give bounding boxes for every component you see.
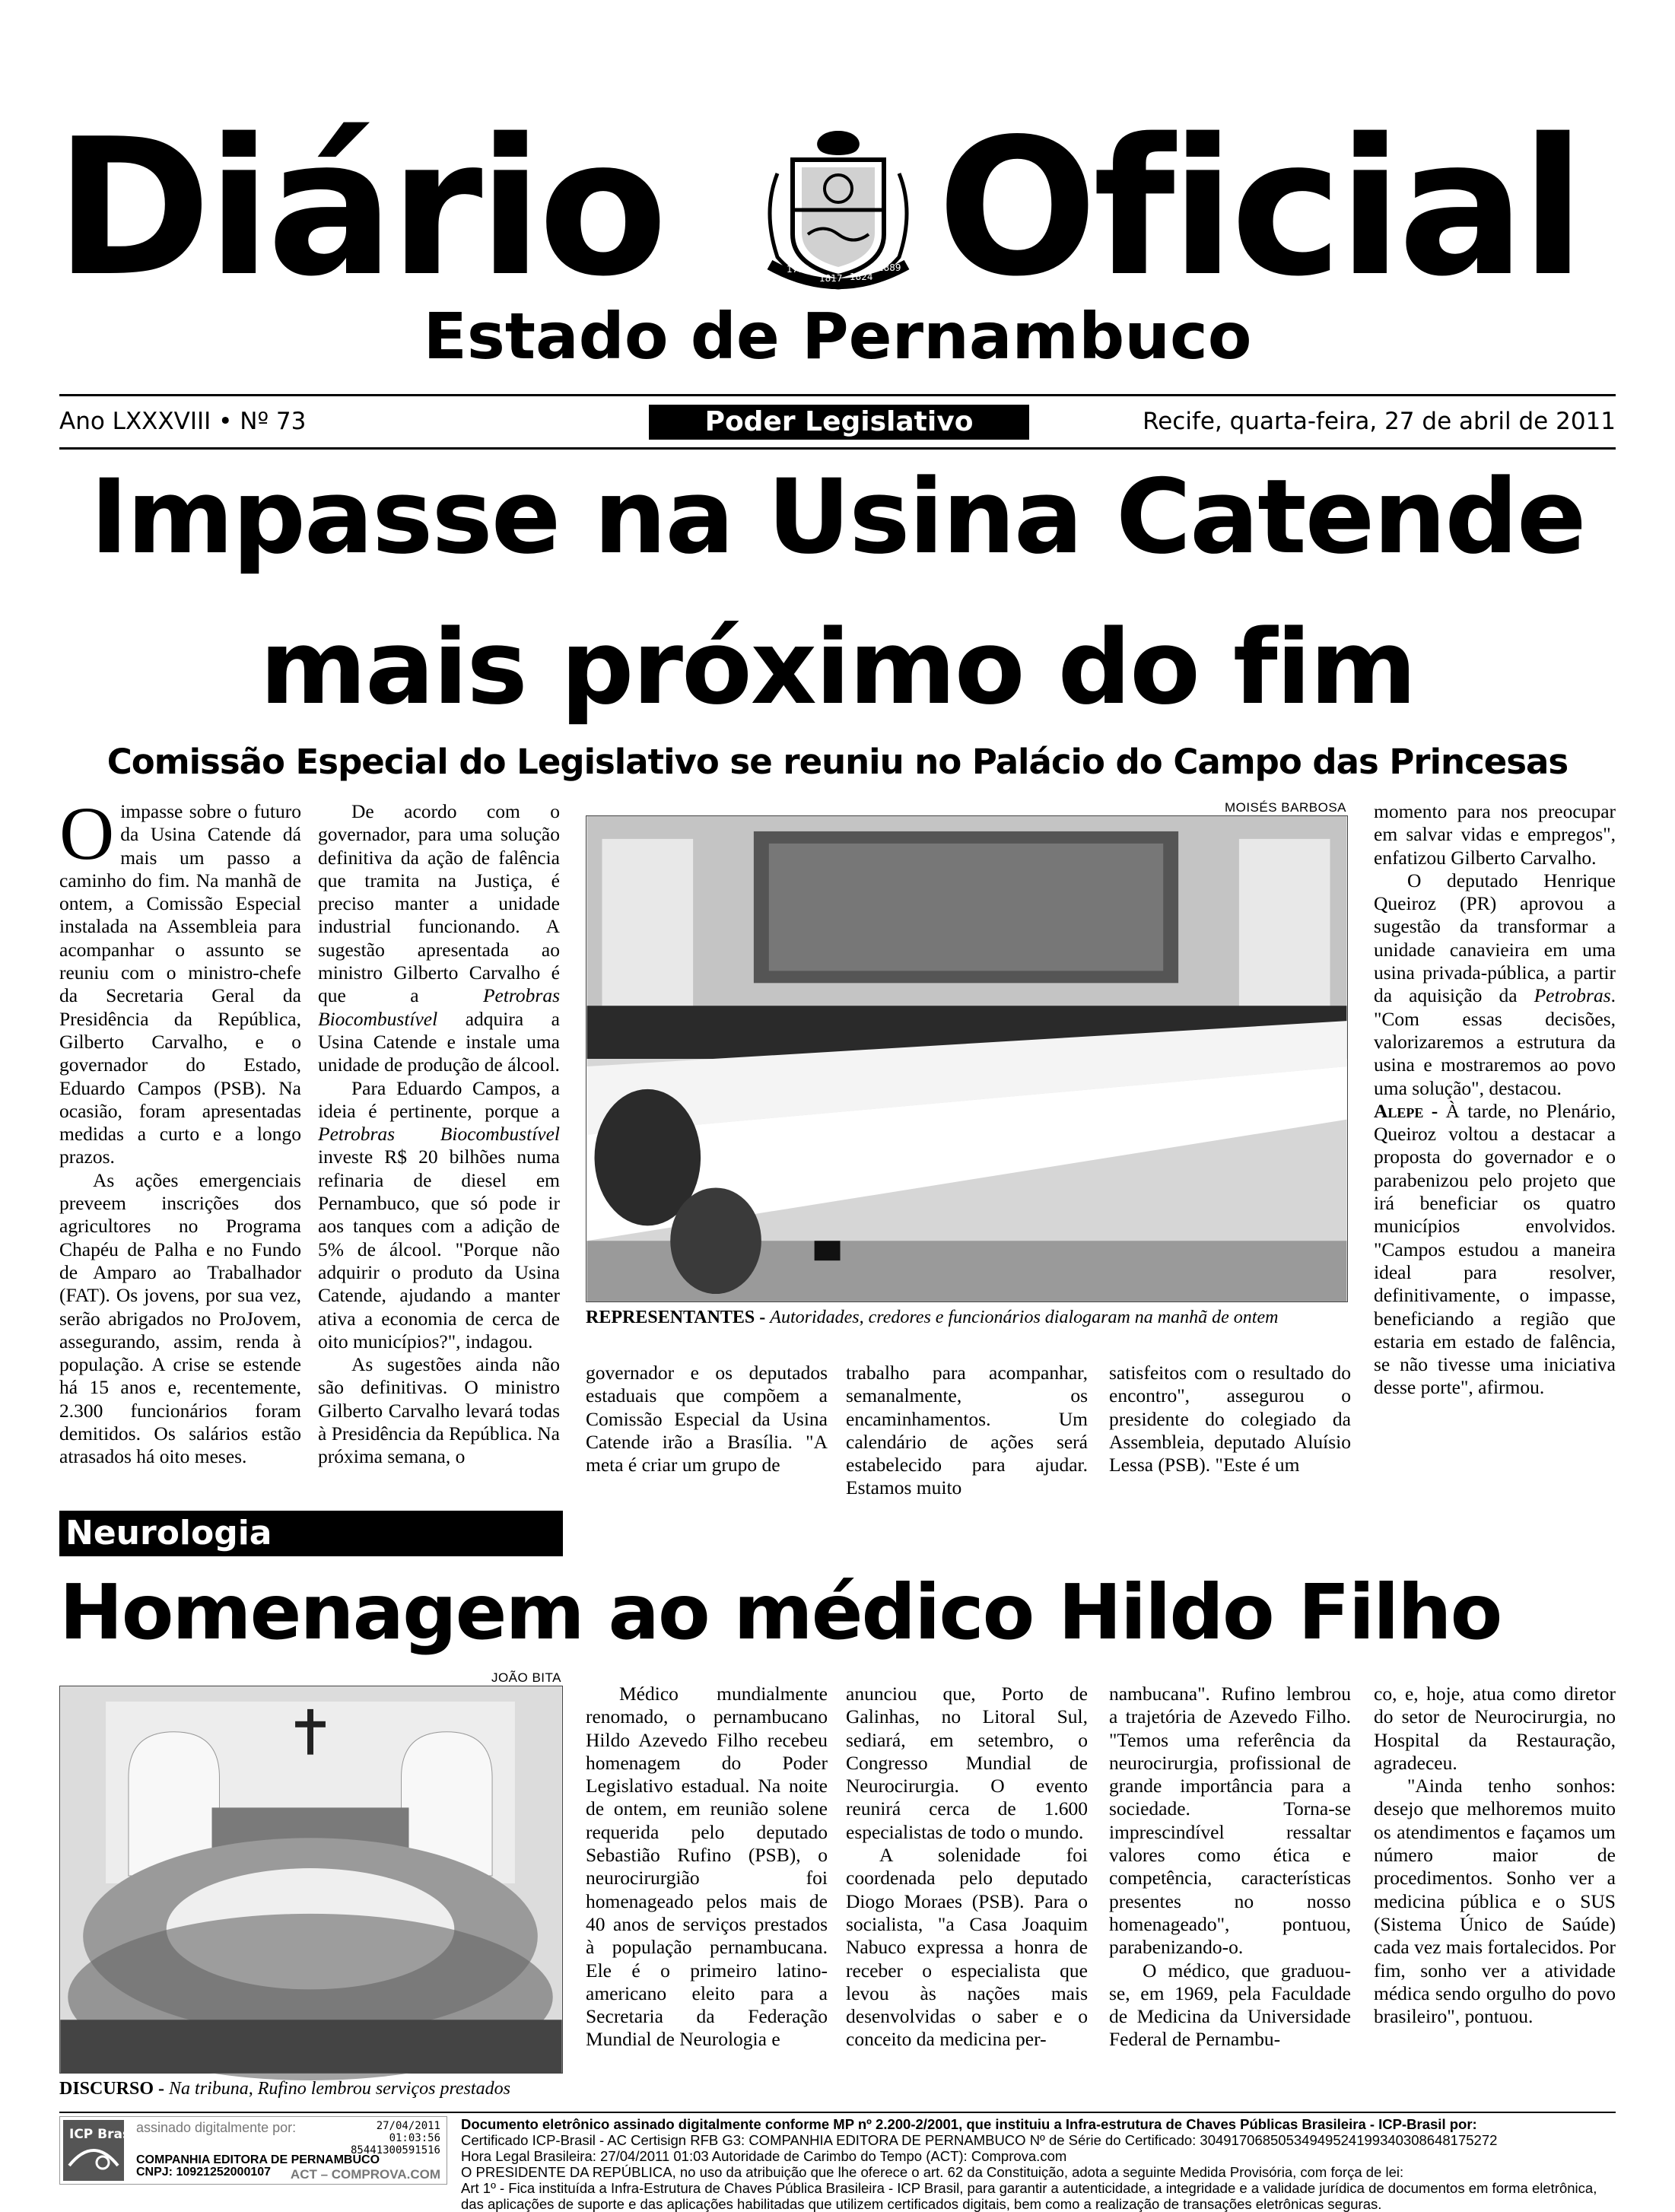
section-kicker: Neurologia bbox=[59, 1511, 563, 1556]
signed-time: 01:03:56 bbox=[389, 2132, 440, 2144]
story1-col2-emphasis: Petrobras Biocombustível bbox=[318, 1123, 560, 1146]
legal-line-5: Art 1º - Fica instituída a Infra-Estrutura de Chaves Pública Brasileira - ICP Brasil, para garantir a autenticidade, a integridade e a validade jurídica de documentos em forma eletrônica, bbox=[461, 2180, 1597, 2196]
story2-column-3 bbox=[1109, 1683, 1351, 2109]
story1-col2-emphasis: Petrobras Biocombustível bbox=[318, 984, 560, 1030]
photo-caption-2 bbox=[59, 2078, 577, 2099]
story1-col1-paragraph-2: As ações emergenciais preveem inscrições dos agricultores no Programa Chapéu de Palha e no Fundo de Amparo ao Trabalhador (FAT). Os jovens, por sua vez, serão abrigados no ProJovem, assegurando, assim, renda à população. A crise se estende há 15 anos e, recentemente, 2.300 funcionários foram demitidos. Os salários estão atrasados há oito meses. bbox=[59, 1168, 301, 1468]
headline-story-2: Homenagem ao médico Hildo Filho bbox=[59, 1568, 1502, 1657]
story1-col2-text: De acordo com o governador, para uma solução definitiva da ação de falência que tramita na Justiça, é preciso manter a unidade industrial funcionando. A sugestão apresentada ao ministro Gilberto Carvalho é que a bbox=[318, 800, 560, 1007]
legal-line-3: Hora Legal Brasileira: 27/04/2011 01:03 Autoridade de Carimbo do Tempo (ACT): Comprova.com bbox=[461, 2148, 1067, 2164]
story2-col2-paragraph-2: A solenidade foi coordenada pelo deputado Diogo Moraes (PSB). Para o socialista, "a Casa Joaquim Nabuco expressa a honra de receber o especialista que levou às nações mais desenvolvidas o saber e o conceito da medicina per- bbox=[846, 1844, 1088, 2051]
ceremony-photo bbox=[59, 1686, 563, 2074]
icp-brasil-logo bbox=[63, 2120, 139, 2181]
masthead-title-left: Diário bbox=[55, 99, 663, 318]
caption-text: Na tribuna, Rufino lembrou serviços prestados bbox=[169, 2079, 510, 2099]
seal-year-2: 1817 bbox=[819, 273, 843, 284]
story1-column-4: trabalho para acompanhar, semanalmente, os encaminhamentos. Um calendário de ações será estabelecido para ajudar. Estamos muito bbox=[846, 1362, 1088, 1499]
story1-column-3: governador e os deputados estaduais que compõem a Comissão Especial da Usina Catende irão a Brasília. "A meta é criar um grupo de bbox=[586, 1362, 828, 1476]
edition-number: Ano LXXXVIII • Nº 73 bbox=[59, 408, 307, 435]
dropcap: O bbox=[59, 791, 115, 876]
story1-col6-text: O deputado Henrique Queiroz (PR) aprovou a sugestão da transformar a unidade canavieira em uma usina privada-pública, a partir da aquisição da bbox=[1374, 869, 1616, 1007]
story1-col2-paragraph-3: As sugestões ainda não são definitivas. O ministro Gilberto Carvalho levará todas à Presidência da República. Na próxima semana, o bbox=[318, 1353, 560, 1468]
footer-rule bbox=[59, 2112, 1616, 2113]
story2-col2-paragraph-1: anunciou que, Porto de Galinhas, no Litoral Sul, sediará, em setembro, o Congresso Mundial de Neurocirurgia. O evento reunirá cerca de 1.600 especialistas de todo o mundo. bbox=[846, 1683, 1088, 1843]
legal-line-2: Certificado ICP-Brasil - AC Certisign RFB G3: COMPANHIA EDITORA DE PERNAMBUCO Nº de Série do Certificado: 3049170685053494952419934030864817527​2 bbox=[461, 2132, 1498, 2148]
story1-column-1 bbox=[59, 791, 301, 1477]
masthead-title-right: Oficial bbox=[937, 99, 1581, 318]
signed-date: 27/04/2011 bbox=[376, 2120, 440, 2132]
story1-col6-text: . "Com essas decisões, valorizaremos a estrutura da usina e mostraremos ao povo uma solução", destacou. bbox=[1374, 984, 1616, 1099]
caption-label: REPRESENTANTES - bbox=[586, 1308, 771, 1327]
logo-text: ICP Brasil bbox=[69, 2127, 139, 2142]
story2-column-4 bbox=[1374, 1683, 1616, 2109]
story1-column-5: satisfeitos com o resultado do encontro", assegurou o presidente do colegiado da Assembleia, deputado Aluísio Lessa (PSB). "Este é um bbox=[1109, 1362, 1351, 1476]
signed-label: assinado digitalmente por: bbox=[136, 2120, 297, 2135]
seal-year-3: 1824 bbox=[850, 272, 873, 282]
story2-col3-paragraph-1: nambucana". Rufino lembrou a trajetória de Azevedo Filho. "Temos uma referência da neurocirurgia, profissional de grande importância para a sociedade. Torna-se imprescindível ressaltar valores como ética e competência, características presentes no nosso homenageado", pontuou, parabenizando-o. bbox=[1109, 1683, 1351, 1959]
photo-credit-2: JOÃO BITA bbox=[491, 1670, 561, 1685]
story1-column-6 bbox=[1374, 800, 1616, 1477]
story1-col6-paragraph-3: À tarde, no Plenário, Queiroz voltou a destacar a proposta do governador e o parabenizou pelo projeto que irá beneficiar os quatro municípios envolvidos. "Campos estudou a maneira ideal para resolver, definitivamente, o impasse, beneficiando a região que estaria em estado de falência, se não tivesse uma iniciativa desse porte", afirmou. bbox=[1374, 1099, 1616, 1399]
story1-col6-paragraph-1: momento para nos preocupar em salvar vidas e empregos", enfatizou Gilberto Carvalho. bbox=[1374, 800, 1616, 869]
legal-line-1: Documento eletrônico assinado digitalmente conforme MP nº 2.200-2/2001, que instituiu a Infra-estrutura de Chaves Públicas Brasileira - ICP-Brasil por: bbox=[461, 2116, 1477, 2132]
masthead-rule-bottom bbox=[59, 447, 1616, 450]
meeting-photo bbox=[586, 815, 1348, 1302]
headline-line-2: mais próximo do fim bbox=[259, 608, 1416, 727]
story2-col1-paragraph: Médico mundialmente renomado, o pernambucano Hildo Azevedo Filho recebeu homenagem do Poder Legislativo estadual. Na noite de ontem, em reunião solene requerida pelo deputado Sebastião Rufino (PSB), o neurocirurgião foi homenageado pelos mais de 40 anos de serviços prestados à população pernambucana. Ele é o primeiro latino-americano eleito para a Secretaria da Federação Mundial de Neurologia e bbox=[586, 1683, 828, 2051]
footer bbox=[59, 2116, 1616, 2212]
story2-column-2 bbox=[846, 1683, 1088, 2109]
deck: Comissão Especial do Legislativo se reuniu no Palácio do Campo das Princesas bbox=[106, 742, 1569, 782]
headline-line-1: Impasse na Usina Catende bbox=[90, 457, 1585, 577]
coat-of-arms-seal bbox=[747, 120, 930, 294]
caption-label: DISCURSO - bbox=[59, 2079, 170, 2099]
masthead-rule-top bbox=[59, 394, 1616, 396]
story2-col3-paragraph-2: O médico, que graduou-se, em 1969, pela Faculdade de Medicina da Universidade Federal de Pernambu- bbox=[1109, 1959, 1351, 2051]
story2-col4-paragraph-1: co, e, hoje, atua como diretor do setor de Neurocirurgia, no Hospital da Restauração, agradeceu. bbox=[1374, 1683, 1616, 1774]
story1-col6-emphasis: Petrobras bbox=[1534, 984, 1611, 1007]
story2-column-1 bbox=[586, 1683, 828, 2109]
section-tab: Poder Legislativo bbox=[649, 405, 1029, 440]
dateline bbox=[59, 402, 1616, 444]
story1-column-2 bbox=[318, 800, 560, 1477]
seal-year-1: 1710 bbox=[787, 264, 810, 275]
certificate-box bbox=[59, 2116, 447, 2185]
legal-line-4: O PRESIDENTE DA REPÚBLICA, no uso da atribuição que lhe oferece o art. 62 da Constituição, adota a seguinte Medida Provisória, com força de lei: bbox=[461, 2164, 1404, 2180]
story1-col2-text: Para Eduardo Campos, a ideia é pertinente, porque a bbox=[318, 1076, 560, 1122]
act-link: ACT – COMPROVA.COM bbox=[290, 2167, 440, 2182]
issue-date: Recife, quarta-feira, 27 de abril de 2011 bbox=[1143, 408, 1616, 435]
legal-notice bbox=[461, 2116, 1617, 2212]
caption-text: Autoridades, credores e funcionários dialogaram na manhã de ontem bbox=[770, 1308, 1279, 1327]
masthead-subtitle: Estado de Pernambuco bbox=[423, 299, 1252, 373]
photo-caption-1 bbox=[586, 1307, 1354, 1328]
story1-col1-paragraph-1: impasse sobre o futuro da Usina Catende dá mais um passo a caminho do fim. Na manhã de ontem, a Comissão Especial instalada na Assembleia para acompanhar o assunto se reuniu com o ministro-chefe da Secretaria Geral da Presidência da República, Gilberto Carvalho, e o governador do Estado, Eduardo Campos (PSB). Na ocasião, foram apresentadas medidas a curto e a longo prazos. bbox=[59, 800, 301, 1168]
signer-cnpj: CNPJ: 10921252000107 bbox=[136, 2166, 272, 2179]
subhead-alepe: Alepe - bbox=[1374, 1099, 1446, 1122]
story1-col2-text: investe R$ 20 bilhões numa refinaria de diesel em Pernambuco, que só pode ir aos tanques com a adição de 5% de álcool. "Porque não adquirir o produto da Usina Catende, ajudando a manter ativa a economia de cerca de oito municípios?", indagou. bbox=[318, 1146, 560, 1352]
story1-col2-text: adquira a Usina Catende e instale uma unidade de produção de álcool. bbox=[318, 1007, 560, 1076]
story2-col4-paragraph-2: "Ainda tenho sonhos: desejo que melhoremos muito os atendimentos e façamos um número maior de procedimentos. Sonho ver a medicina pública e o SUS (Sistema Único de Saúde) cada vez mais fortalecidos. Por fim, sonho ver a atividade médica sendo orgulho do povo brasileiro", pontuou. bbox=[1374, 1775, 1616, 2028]
seal-year-4: 1889 bbox=[878, 262, 901, 273]
signer-company: COMPANHIA EDITORA DE PERNAMBUCO bbox=[136, 2153, 380, 2166]
legal-line-6: das aplicações de suporte e das aplicações habilitadas que utilizem certificados digitais, bem como a realização de transações eletrônicas seguras. bbox=[461, 2196, 1382, 2212]
signed-number: 85441300591516 bbox=[350, 2144, 440, 2156]
photo-credit-1: MOISÉS BARBOSA bbox=[1224, 800, 1346, 815]
